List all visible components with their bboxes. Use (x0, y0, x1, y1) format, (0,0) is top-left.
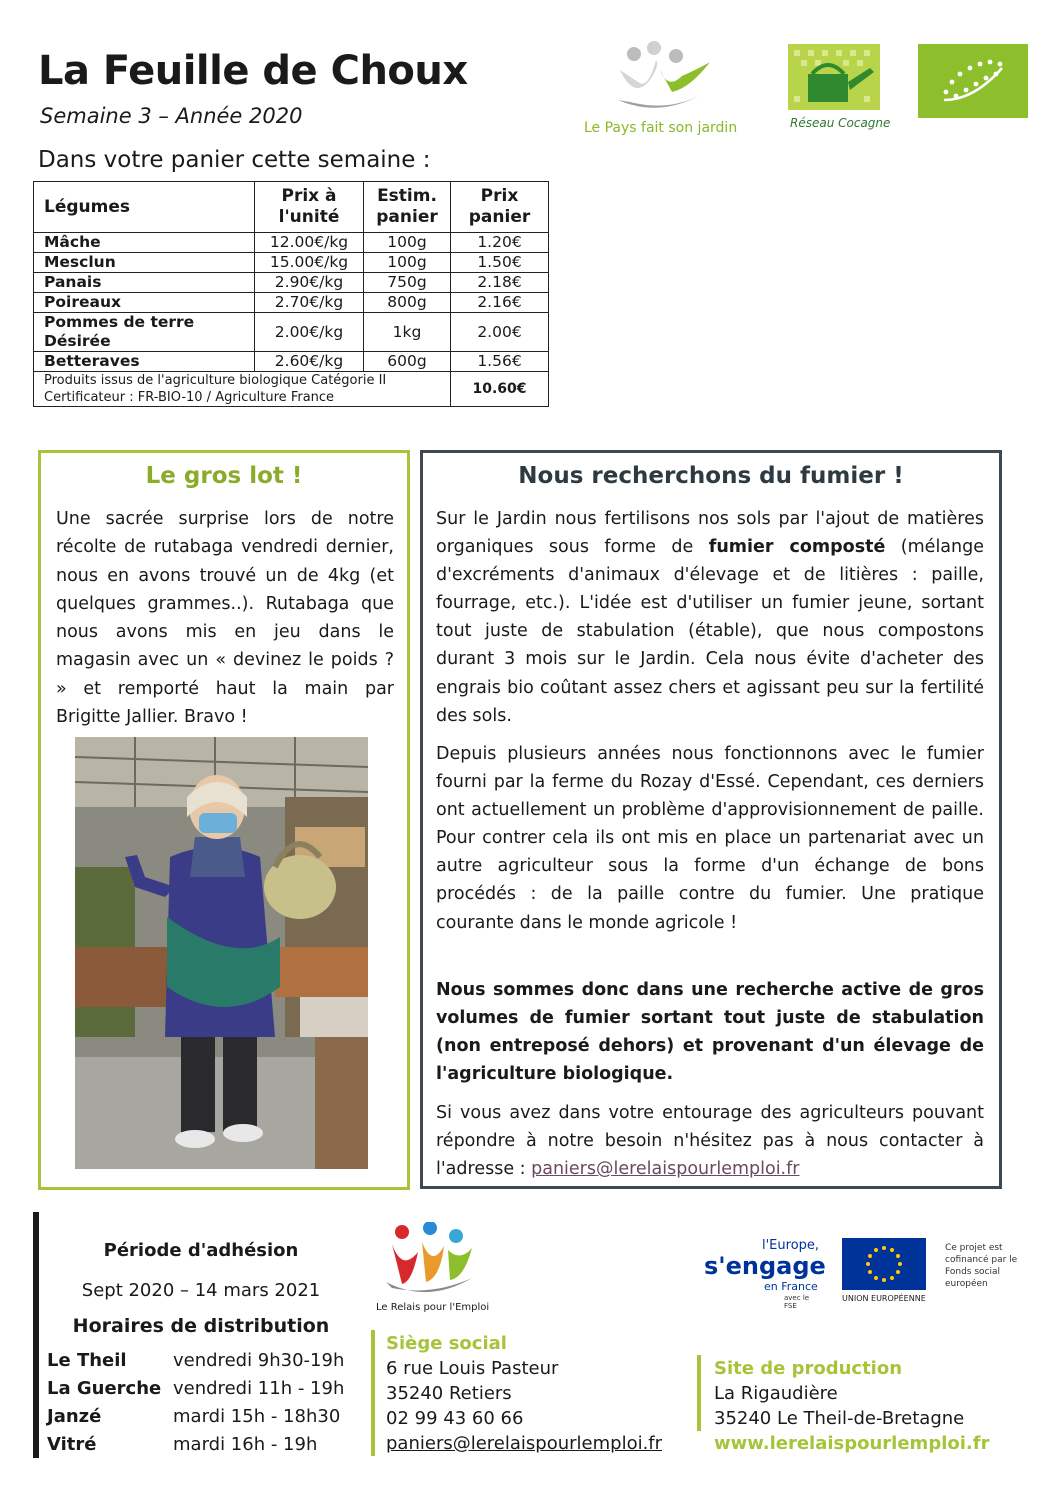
basket-total: 10.60€ (451, 372, 549, 407)
vegetable-name: Poireaux (34, 293, 255, 313)
adhesion-title: Période d'adhésion (103, 1240, 299, 1261)
vegetable-table (33, 181, 549, 407)
production-title: Site de production (714, 1358, 903, 1379)
fumier-composte-bold: fumier composté (708, 537, 886, 558)
europe-text-4: avec le FSE (784, 1294, 810, 1310)
vegetable-name: Panais (34, 273, 255, 293)
fumier-paragraph-4 (436, 1099, 984, 1183)
fumier-p1-text: Sur le Jardin nous fertilisons nos sols par l'ajout de matières organiques sous forme de (436, 509, 984, 558)
siege-address-2: 35240 Retiers (386, 1383, 512, 1404)
siege-address-1: 6 rue Louis Pasteur (386, 1358, 559, 1379)
schedule-time: mardi 16h - 19h (173, 1434, 318, 1455)
unit-price: 2.70€/kg (255, 293, 364, 313)
table-row (34, 273, 549, 293)
table-header-basket-price: Prix panier (451, 182, 549, 233)
contact-email-link[interactable]: paniers@lerelaispourlemploi.fr (531, 1159, 800, 1180)
table-row (34, 253, 549, 273)
schedule-time: vendredi 9h30-19h (173, 1350, 345, 1371)
vegetable-name: Pommes de terre Désirée (34, 313, 255, 352)
fumier-box (420, 450, 1002, 1189)
fumier-paragraph-1 (436, 505, 984, 730)
basket-price: 1.20€ (451, 233, 549, 253)
certification-line-2: Certificateur : FR-BIO-10 / Agriculture France (44, 390, 335, 405)
table-header-estimate: Estim. panier (364, 182, 451, 233)
reseau-logo-caption: Réseau Cocagne (790, 116, 891, 130)
gros-lot-title: Le gros lot ! (145, 463, 303, 489)
basket-price: 1.56€ (451, 352, 549, 372)
vegetable-name: Mâche (34, 233, 255, 253)
table-row (34, 313, 549, 352)
europe-engage-logo (700, 1238, 826, 1310)
table-row (34, 293, 549, 313)
fse-note: Ce projet est cofinancé par le Fonds social européen (945, 1243, 1018, 1289)
fumier-p4-text: Si vous avez dans votre entourage des agriculteurs pouvant répondre à notre besoin n'hésitez pas à nous contacter à l'adresse : (436, 1103, 984, 1180)
watering-can-icon (788, 44, 880, 110)
europe-text-1: l'Europe, (762, 1238, 820, 1253)
production-address-1: La Rigaudière (714, 1383, 838, 1404)
production-divider (697, 1355, 701, 1431)
relais-logo-caption: Le Relais pour l'Emploi (376, 1302, 490, 1313)
estimated-quantity: 600g (364, 352, 451, 372)
unit-price: 2.90€/kg (255, 273, 364, 293)
pays-fait-son-jardin-logo (584, 40, 740, 140)
rutabaga-photo (75, 737, 368, 1169)
schedule-time: mardi 15h - 18h30 (173, 1406, 341, 1427)
adhesion-dates: Sept 2020 – 14 mars 2021 (81, 1280, 321, 1301)
ue-caption: UNION EUROPÉENNE (842, 1294, 926, 1303)
eu-flag-icon (842, 1238, 926, 1290)
estimated-quantity: 750g (364, 273, 451, 293)
schedule-time: vendredi 11h - 19h (173, 1378, 345, 1399)
table-row (34, 233, 549, 253)
reseau-cocagne-logo (788, 44, 891, 134)
basket-price: 2.16€ (451, 293, 549, 313)
pays-logo-graphic (590, 40, 740, 120)
table-header-unit-price: Prix à l'unité (255, 182, 364, 233)
schedule-city: La Guerche (47, 1378, 162, 1399)
photo-illustration (75, 737, 368, 1169)
siege-divider (371, 1330, 375, 1456)
table-footer-row (34, 372, 549, 407)
footer-divider (33, 1212, 39, 1458)
certification-note (34, 372, 451, 407)
vegetable-name: Mesclun (34, 253, 255, 273)
schedule-city: Janzé (47, 1406, 102, 1427)
gros-lot-text: Une sacrée surprise lors de notre récolte de rutabaga vendredi dernier, nous en avons trouvé un de 4kg (et quelques grammes..). Rutabaga que nous avons mis en jeu dans le magasin avec un « devinez le poids ? » et remporté haut la main par Brigitte Jallier. Bravo ! (56, 509, 394, 728)
horaires-title: Horaires de distribution (72, 1315, 330, 1337)
fumier-paragraph-2: Depuis plusieurs années nous fonctionnons avec le fumier fourni par la ferme du Rozay d'Essé. Cependant, ces derniers ont actuellement un problème d'approvisionnement de paille. Pour contrer cela ils ont mis en place un partenariat avec un autre agriculteur sous la forme d'un échange de bons procédés : de la paille contre du fumier. Une pratique courante dans le monde agricole ! (436, 744, 984, 933)
table-header-vegetable: Légumes (34, 182, 255, 233)
eu-flag-logo (842, 1238, 926, 1302)
basket-price: 1.50€ (451, 253, 549, 273)
estimated-quantity: 100g (364, 253, 451, 273)
siege-phone: 02 99 43 60 66 (386, 1408, 524, 1429)
unit-price: 15.00€/kg (255, 253, 364, 273)
table-header-row (34, 182, 549, 233)
basket-price: 2.00€ (451, 313, 549, 352)
unit-price: 12.00€/kg (255, 233, 364, 253)
schedule-city: Le Theil (47, 1350, 127, 1371)
relais-emploi-logo (372, 1222, 490, 1322)
production-address-2: 35240 Le Theil-de-Bretagne (714, 1408, 965, 1429)
fumier-p1-text-end: (mélange d'excréments d'animaux d'élevage et de litières : paille, fourrage, etc.). L'idée est d'utiliser un fumier jeune, sortant tout juste de stabulation (étable), que nous compostons durant 3 mois sur le Jardin. Cela nous évite d'acheter des engrais bio coûtant assez chers et agissant peu sur la fertilité des sols. (436, 537, 984, 726)
europe-text-3: en France (764, 1280, 818, 1293)
siege-title: Siège social (386, 1333, 507, 1354)
pays-logo-caption: Le Pays fait son jardin (584, 120, 738, 136)
basket-price: 2.18€ (451, 273, 549, 293)
eu-organic-logo (918, 44, 1028, 118)
table-row (34, 352, 549, 372)
estimated-quantity: 800g (364, 293, 451, 313)
basket-heading: Dans votre panier cette semaine : (38, 147, 431, 173)
schedule-city: Vitré (47, 1434, 97, 1455)
fumier-paragraph-3: Nous sommes donc dans une recherche active de gros volumes de fumier sortant tout juste de stabulation (non entreposé dehors) et provenant d'un élevage de l'agriculture biologique. (436, 980, 984, 1085)
relais-people-icon (372, 1222, 482, 1300)
estimated-quantity: 100g (364, 233, 451, 253)
fumier-title: Nous recherchons du fumier ! (518, 463, 904, 489)
website-link[interactable]: www.lerelaispourlemploi.fr (714, 1433, 990, 1454)
europe-text-2: s'engage (704, 1252, 826, 1280)
unit-price: 2.60€/kg (255, 352, 364, 372)
siege-email-link[interactable]: paniers@lerelaispourlemploi.fr (386, 1433, 663, 1454)
certification-line-1: Produits issus de l'agriculture biologique Catégorie II (44, 373, 387, 388)
unit-price: 2.00€/kg (255, 313, 364, 352)
vegetable-name: Betteraves (34, 352, 255, 372)
issue-subtitle: Semaine 3 – Année 2020 (40, 104, 303, 128)
newsletter-title: La Feuille de Choux (38, 48, 468, 94)
eu-organic-leaf-icon (918, 44, 1028, 118)
estimated-quantity: 1kg (364, 313, 451, 352)
